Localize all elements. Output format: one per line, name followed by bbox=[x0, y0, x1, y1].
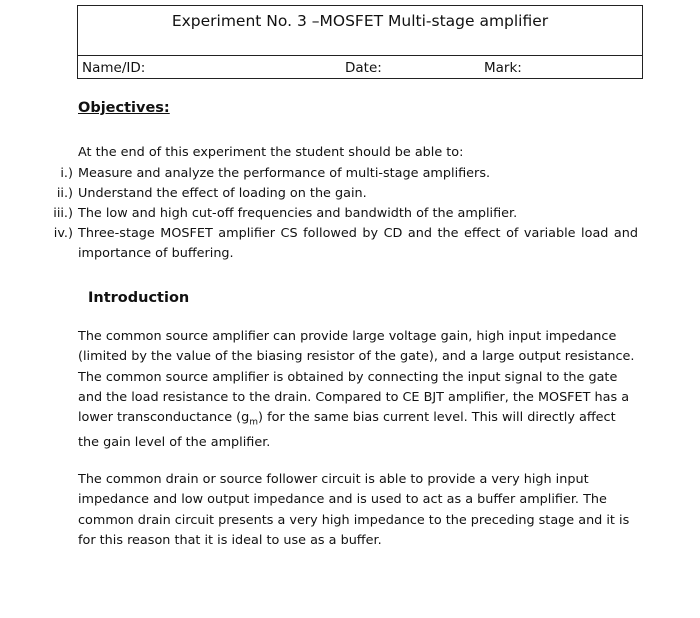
para1-text-a: The common source amplifier can provide large voltage gain, high input impedance (limited by the value of the biasing resistor of the gate), and a large output resistance. The common source amplifier is obtained by connecting the input signal to the gate and the load resistance to the drain. Compared to CE BJT amplifier, the MOSFET has a lower transconductance (g bbox=[78, 329, 635, 426]
objectives-list bbox=[0, 164, 640, 264]
introduction-paragraph-1 bbox=[78, 327, 640, 453]
objective-item bbox=[0, 184, 640, 204]
date-label: Date: bbox=[345, 60, 382, 76]
experiment-header-box bbox=[77, 5, 643, 79]
introduction-paragraph-2: The common drain or source follower circuit is able to provide a very high input impedance and low output impedance and is used to act as a buffer amplifier. The common drain circuit presents a very high impedance to the preceding stage and it is for this reason that it is ideal to use as a buffer. bbox=[78, 472, 630, 548]
student-info-row bbox=[78, 55, 642, 80]
objective-number: ii.) bbox=[56, 186, 73, 201]
objective-text: Understand the effect of loading on the gain. bbox=[78, 186, 367, 201]
objective-text: The low and high cut-off frequencies and bandwidth of the amplifier. bbox=[78, 206, 518, 221]
para1-subscript: m bbox=[249, 417, 259, 428]
objectives-intro: At the end of this experiment the student should be able to: bbox=[78, 145, 464, 160]
objective-number: iii.) bbox=[53, 206, 73, 221]
mark-label: Mark: bbox=[484, 60, 522, 76]
objective-item bbox=[0, 204, 640, 224]
objective-text: Three-stage MOSFET amplifier CS followed by CD and the effect of variable load and importance of buffering. bbox=[78, 226, 638, 261]
name-id-label: Name/ID: bbox=[82, 60, 146, 76]
objective-item bbox=[0, 164, 640, 184]
objectives-heading: Objectives: bbox=[78, 100, 170, 116]
para1-text-b: ) for the same bias current level. This will directly affect the gain level of the amplifier. bbox=[78, 410, 616, 451]
experiment-title: Experiment No. 3 –MOSFET Multi-stage amplifier bbox=[171, 12, 549, 30]
introduction-heading: Introduction bbox=[88, 290, 190, 306]
objective-item bbox=[0, 224, 640, 264]
objective-number: iv.) bbox=[53, 226, 73, 241]
objective-number: i.) bbox=[60, 166, 73, 181]
objective-text: Measure and analyze the performance of multi-stage amplifiers. bbox=[78, 166, 491, 181]
